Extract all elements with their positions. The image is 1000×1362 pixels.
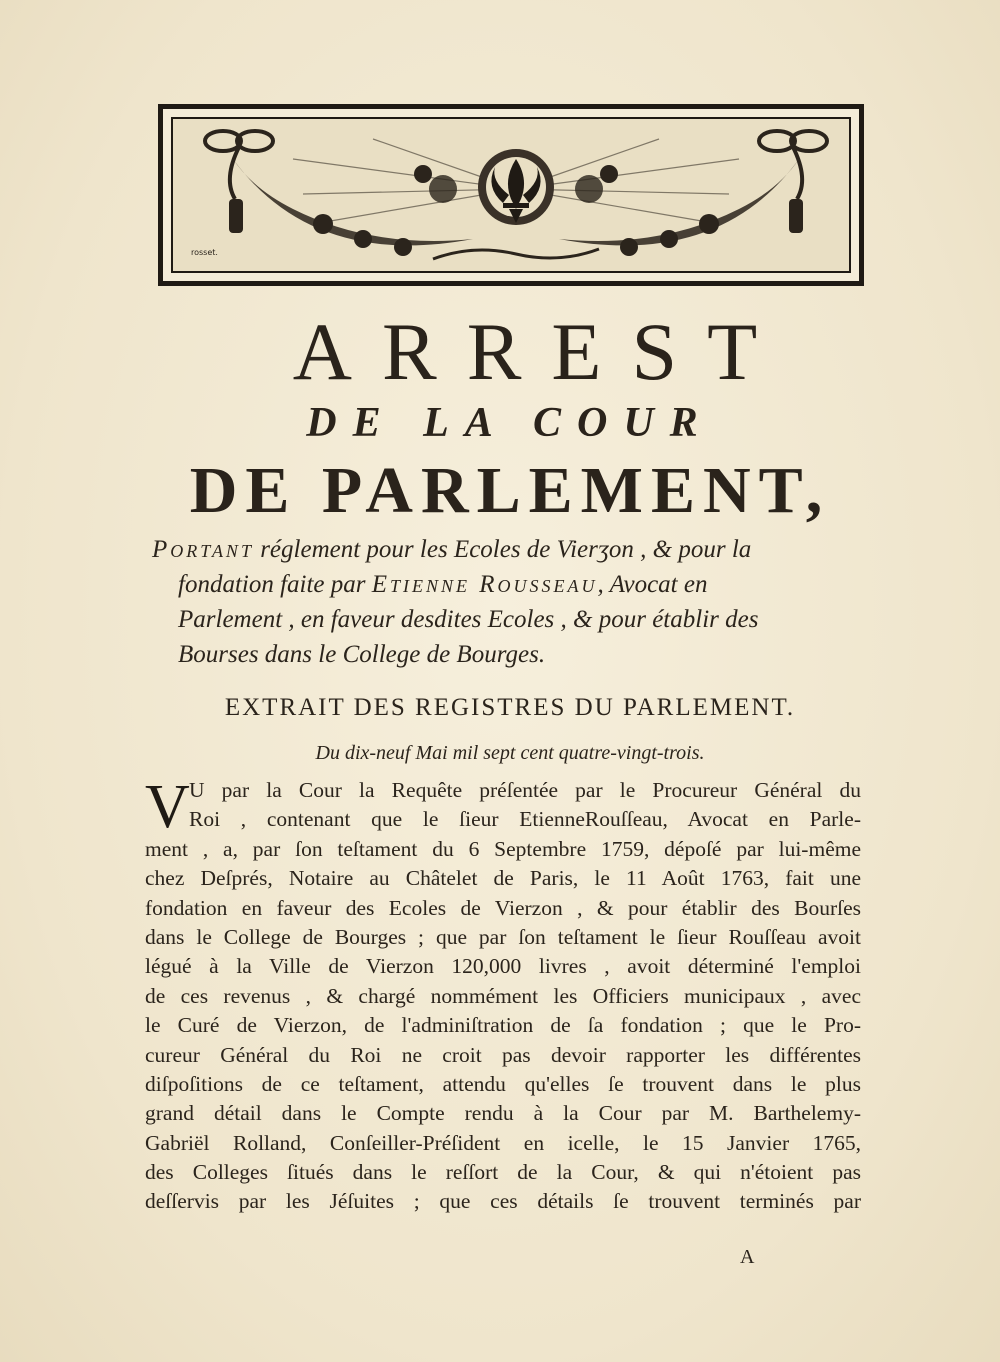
signature-mark: A — [740, 1246, 755, 1268]
headpiece-frame — [171, 117, 851, 273]
subject-name: Etienne Rousseau — [371, 571, 598, 598]
fleur-de-lis-garland-illustration — [173, 119, 851, 273]
subject-paragraph — [152, 532, 862, 672]
subject-line-2b: , Avocat en — [597, 571, 708, 598]
drop-cap: V — [145, 773, 190, 841]
body-line: diſpoſitions de ce teſtament, attendu qu'elles ſe trouvent dans le plus — [145, 1071, 861, 1096]
subject-line-1: réglement pour les Ecoles de Vierʒon , & pour la — [253, 536, 752, 563]
subject-line-2a: fondation faite par — [178, 571, 372, 598]
subject-line — [152, 532, 862, 567]
body-text — [145, 773, 861, 1217]
title-arrest: ARREST — [292, 306, 788, 397]
body-line: de ces revenus , & chargé nommément les Officiers municipaux , avec — [145, 983, 861, 1008]
body-line: des Colleges ſitués dans le reſſort de la Cour, & qui n'étoient pas — [145, 1160, 861, 1185]
subject-line-4: Bourses dans le College de Bourges. — [178, 641, 546, 668]
subject-lead: Portant — [152, 536, 254, 563]
subject-line — [152, 567, 862, 602]
body-line: cureur Général du Roi ne croit pas devoir rapporter les différentes — [145, 1042, 861, 1067]
decree-date: Du dix-neuf Mai mil sept cent quatre-vingt-trois. — [315, 742, 705, 764]
title-de-parlement: DE PARLEMENT, — [189, 454, 831, 527]
body-line: ment , a, par ſon teſtament du 6 Septembre 1759, dépoſé par lui-même — [145, 836, 861, 861]
body-line: U par la Cour la Requête préſentée par le Procureur Général du — [189, 778, 861, 802]
headpiece-ornament — [158, 104, 864, 286]
body-line: chez Deſprés, Notaire au Châtelet de Paris, le 11 Août 1763, fait une — [145, 866, 861, 891]
body-line: grand détail dans le Compte rendu à la Cour par M. Barthelemy- — [145, 1101, 861, 1126]
title-de-la-cour: DE LA COUR — [306, 400, 714, 446]
body-line: deſſervis par les Jéſuites ; que ces détails ſe trouvent terminés par — [145, 1189, 861, 1214]
engraver-mark: rosset. — [191, 248, 218, 257]
subject-line-3: Parlement , en faveur desdites Ecoles , & pour établir des — [178, 606, 759, 633]
body-line: Roi , contenant que le ſieur EtienneRouſſeau, Avocat en Parle- — [189, 807, 861, 832]
body-line: le Curé de Vierzon, de l'adminiſtration de ſa fondation ; que le Pro- — [145, 1013, 861, 1038]
extract-heading: EXTRAIT DES REGISTRES DU PARLEMENT. — [224, 694, 796, 721]
body-line: fondation en faveur des Ecoles de Vierzon , & pour établir des Bourſes — [145, 895, 861, 920]
body-line: légué à la Ville de Vierzon 120,000 livres , avoit déterminé l'emploi — [145, 954, 861, 979]
body-line: dans le College de Bourges ; que par ſon teſtament le ſieur Rouſſeau avoit — [145, 924, 861, 949]
body-line: Gabriël Rolland, Conſeiller-Préſident en icelle, le 15 Janvier 1765, — [145, 1130, 861, 1155]
